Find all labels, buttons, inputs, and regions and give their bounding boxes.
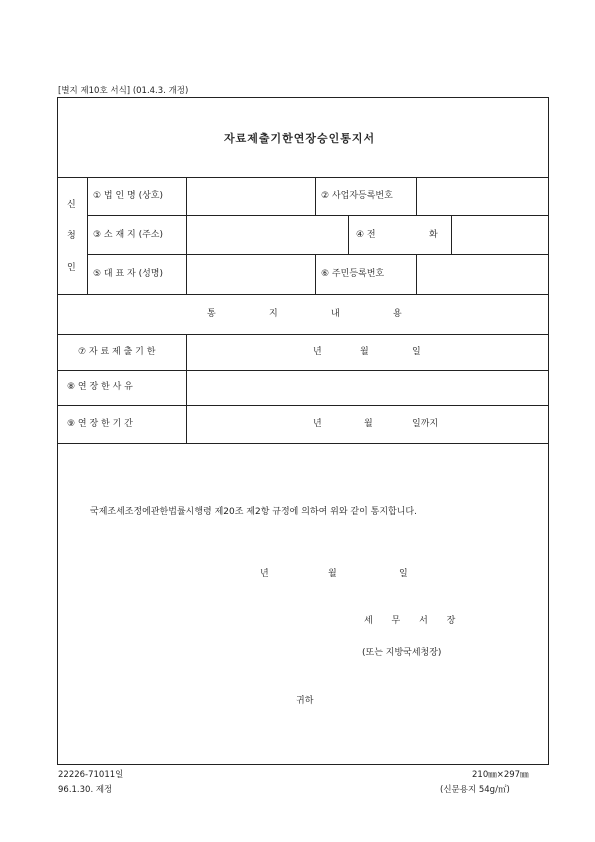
period-year-unit: 년 xyxy=(313,419,322,429)
notice-date-month-unit: 월 xyxy=(328,569,337,579)
address-field[interactable] xyxy=(188,217,347,253)
corp-name-field[interactable] xyxy=(188,179,314,214)
applicant-side-label-1: 신 xyxy=(67,200,76,210)
rule-row3-right xyxy=(416,254,417,294)
rule-row1-mid xyxy=(315,177,316,215)
recipient-suffix: 귀하 xyxy=(296,696,314,706)
period-label: ⑨ 연 장 한 기 간 xyxy=(67,419,133,429)
footer-paper-size: 210㎜×297㎜ xyxy=(472,770,529,780)
form-number-label: [별지 제10호 서식] (01.4.3. 개정) xyxy=(58,86,189,96)
rule-label-col-b xyxy=(186,334,187,443)
notice-header-char-1: 통 xyxy=(207,309,216,319)
rule-row2-right xyxy=(451,215,452,254)
resident-no-label: ⑥ 주민등록번호 xyxy=(321,269,385,279)
rule-notice-header-bottom xyxy=(57,334,549,335)
notice-date-day-unit: 일 xyxy=(399,569,408,579)
period-month-unit: 월 xyxy=(364,419,373,429)
footer-paper-type: (신문용지 54g/㎡) xyxy=(440,785,510,795)
deadline-year-unit: 년 xyxy=(313,347,322,357)
deadline-label: ⑦ 자 료 제 출 기 한 xyxy=(78,347,156,357)
form-title: 자료제출기한연장승인통지서 xyxy=(224,132,376,145)
notice-header-char-4: 용 xyxy=(393,309,402,319)
rule-label-col-a xyxy=(186,177,187,294)
signer-alt-title: (또는 지방국세청장) xyxy=(362,648,442,658)
applicant-side-label-3: 인 xyxy=(67,263,76,273)
rule-row1-right xyxy=(416,177,417,215)
rule-side-label-col xyxy=(87,177,88,294)
footer-enacted-date: 96.1.30. 제정 xyxy=(58,785,113,795)
rule-row3-mid xyxy=(315,254,316,294)
period-day-unit: 일까지 xyxy=(412,419,439,429)
notice-header-char-3: 내 xyxy=(331,309,340,319)
phone-label-2: 화 xyxy=(429,230,438,240)
deadline-day-unit: 일 xyxy=(412,347,421,357)
rule-period-bottom xyxy=(57,443,549,444)
rule-deadline-bottom xyxy=(57,370,549,371)
reason-field[interactable] xyxy=(188,372,547,404)
phone-field[interactable] xyxy=(453,217,547,253)
rule-row2-mid xyxy=(348,215,349,254)
footer-form-code: 22226-71011일 xyxy=(58,770,124,780)
applicant-side-label-2: 청 xyxy=(67,231,76,241)
rule-title-bottom xyxy=(57,177,549,178)
biz-reg-no-field[interactable] xyxy=(418,179,547,214)
deadline-month-unit: 월 xyxy=(360,347,369,357)
representative-label: ⑤ 대 표 자 (성명) xyxy=(93,269,164,279)
corp-name-label: ① 법 인 명 (상호) xyxy=(93,191,164,201)
notice-statement: 국제조세조정에관한법률시행령 제20조 제2항 규정에 의하여 위와 같이 통지합니다. xyxy=(90,507,417,517)
notice-header-char-2: 지 xyxy=(269,309,278,319)
rule-row1-bottom xyxy=(87,215,549,216)
address-label: ③ 소 재 지 (주소) xyxy=(93,230,164,240)
rule-row2-bottom xyxy=(87,254,549,255)
biz-reg-no-label: ② 사업자등록번호 xyxy=(321,191,393,201)
resident-no-field[interactable] xyxy=(418,256,547,293)
notice-date-year-unit: 년 xyxy=(260,569,269,579)
phone-label: ④ 전 xyxy=(356,230,376,240)
representative-field[interactable] xyxy=(188,256,314,293)
rule-applicant-bottom xyxy=(57,294,549,295)
signer-title: 세 무 서 장 xyxy=(364,616,464,626)
reason-label: ⑧ 연 장 한 사 유 xyxy=(67,382,133,392)
rule-reason-bottom xyxy=(57,405,549,406)
